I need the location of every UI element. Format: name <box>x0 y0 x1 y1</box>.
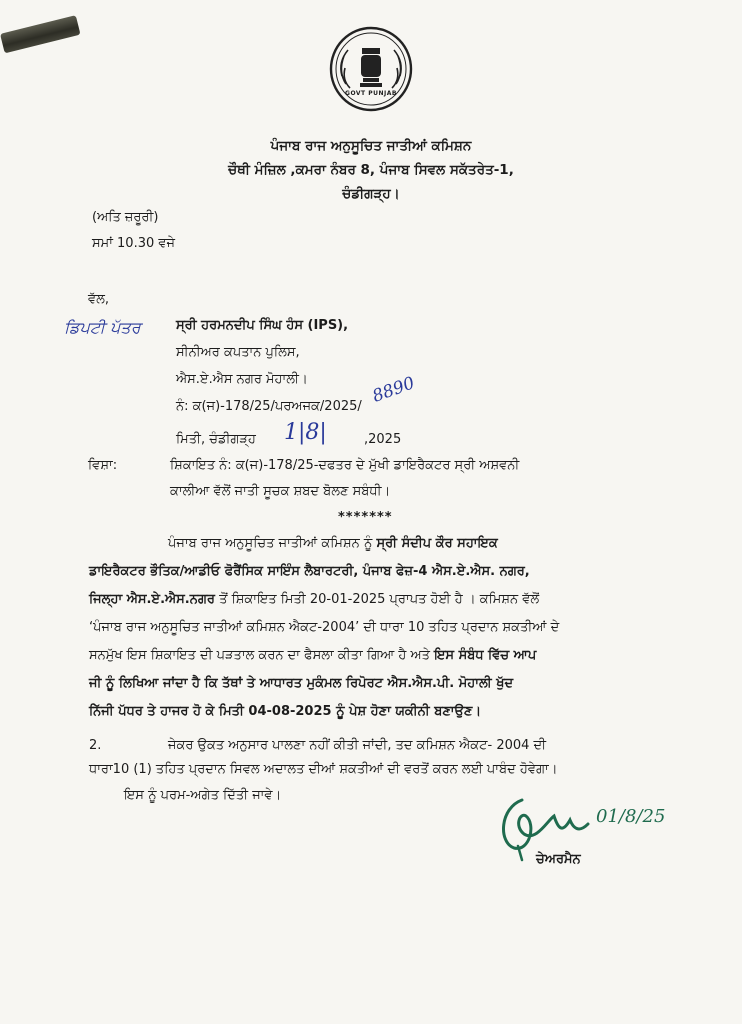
pen-on-paper <box>0 15 81 53</box>
header-address: ਚੌਥੀ ਮੰਜ਼ਿਲ ,ਕਮਰਾ ਨੰਬਰ 8, ਪੰਜਾਬ ਸਿਵਲ ਸਕੱਤਰੇਤ-1, <box>228 162 514 178</box>
recipient-name: ਸ੍ਰੀ ਹਰਮਨਦੀਪ ਸਿੰਘ ਹੰਸ (IPS), <box>176 318 349 333</box>
emblem-caption: GOVT PUNJAB <box>345 90 397 97</box>
priority-label: (ਅਤਿ ਜ਼ਰੂਰੀ) <box>92 210 159 225</box>
header-title: ਪੰਜਾਬ ਰਾਜ ਅਨੁਸੂਚਿਤ ਜਾਤੀਆਂ ਕਮਿਸ਼ਨ <box>270 138 472 154</box>
signature-title: ਚੇਅਰਮੈਨ <box>536 852 581 867</box>
body-p2-line-1: ਜੇਕਰ ਉਕਤ ਅਨੁਸਾਰ ਪਾਲਣਾ ਨਹੀਂ ਕੀਤੀ ਜਾਂਦੀ, ਤਦ ਕਮਿਸ਼ਨ ਐਕਟ- 2004 ਦੀ <box>168 738 547 753</box>
time-label: ਸਮਾਂ 10.30 ਵਜੇ <box>92 236 175 251</box>
body-p2-line-2: ਧਾਰਾ10 (1) ਤਹਿਤ ਪ੍ਰਦਾਨ ਸਿਵਲ ਅਦਾਲਤ ਦੀਆਂ ਸ਼ਕਤੀਆਂ ਦੀ ਵਰਤੋਂ ਕਰਨ ਲਈ ਪਾਬੰਦ ਹੋਵੇਗਾ। <box>89 762 558 777</box>
separator: ******* <box>338 510 393 525</box>
punjab-govt-emblem <box>328 26 414 112</box>
body-p1-line-3-text: ਤੋਂ ਸ਼ਿਕਾਇਤ ਮਿਤੀ 20-01-2025 ਪ੍ਰਾਪਤ ਹੋਈ ਹੈ । ਕਮਿਸ਼ਨ ਵੱਲੋਂ <box>214 592 540 607</box>
body-p1-line-1-bold: ਸ੍ਰੀ ਸੰਦੀਪ ਕੌਰ ਸਹਾਇਕ <box>376 536 498 551</box>
body-p2-number: 2. <box>89 738 102 753</box>
date-prefix: ਮਿਤੀ, ਚੰਡੀਗੜ੍ਹ <box>176 432 256 447</box>
header-city: ਚੰਡੀਗੜ੍ਹ। <box>342 186 400 202</box>
body-p1-line-1 <box>168 536 498 551</box>
body-p1-line-3 <box>89 592 609 607</box>
body-p1-line-5 <box>89 648 609 663</box>
reference-number: ਨੰ: ਕ(ਜ)-178/25/ਪਰਅਜਕ/2025/ <box>176 399 362 414</box>
body-p1-line-3-bold: ਜਿਲ੍ਹਾ ਐਸ.ਏ.ਐਸ.ਨਗਰ <box>89 592 215 607</box>
signature <box>496 790 666 880</box>
body-p3: ਇਸ ਨੂੰ ਪਰਮ-ਅਗੇਤ ਦਿੱਤੀ ਜਾਵੇ। <box>124 788 282 803</box>
subject-line-2: ਕਾਲੀਆ ਵੱਲੋਂ ਜਾਤੀ ਸੂਚਕ ਸ਼ਬਦ ਬੋਲਣ ਸਬੰਧੀ। <box>170 484 391 499</box>
body-p1-line-1-text: ਪੰਜਾਬ ਰਾਜ ਅਨੁਸੂਚਿਤ ਜਾਤੀਆਂ ਕਮਿਸ਼ਨ ਨੂੰ <box>168 536 377 551</box>
date-suffix: ,2025 <box>364 432 402 447</box>
body-p1-line-4: ‘ਪੰਜਾਬ ਰਾਜ ਅਨੁਸੂਚਿਤ ਜਾਤੀਆਂ ਕਮਿਸ਼ਨ ਐਕਟ-2004’ ਦੀ ਧਾਰਾ 10 ਤਹਿਤ ਪ੍ਰਦਾਨ ਸ਼ਕਤੀਆਂ ਦੇ <box>89 620 560 635</box>
handwritten-date: 1|8| <box>284 420 327 445</box>
recipient-address: ਐਸ.ਏ.ਐਸ ਨਗਰ ਮੋਹਾਲੀ। <box>176 372 308 387</box>
handwritten-dispatch-number: 8890 <box>369 373 418 407</box>
body-p1-line-5-bold: ਇਸ ਸੰਬੰਧ ਵਿੱਚ ਆਪ <box>434 648 537 663</box>
body-p1-line-7: ਨਿੱਜੀ ਪੱਧਰ ਤੇ ਹਾਜਰ ਹੋ ਕੇ ਮਿਤੀ 04-08-2025 ਨੂੰ ਪੇਸ਼ ਹੋਣਾ ਯਕੀਨੀ ਬਣਾਉਣ। <box>89 704 482 719</box>
subject-label: ਵਿਸ਼ਾ: <box>88 458 118 473</box>
recipient-designation: ਸੀਨੀਅਰ ਕਪਤਾਨ ਪੁਲਿਸ, <box>176 345 300 360</box>
body-p1-line-5-text: ਸਨਮੁੱਖ ਇਸ ਸ਼ਿਕਾਇਤ ਦੀ ਪੜਤਾਲ ਕਰਨ ਦਾ ਫੈਸਲਾ ਕੀਤਾ ਗਿਆ ਹੈ ਅਤੇ <box>89 648 435 663</box>
body-p1-line-6: ਜੀ ਨੂੰ ਲਿਖਿਆ ਜਾਂਦਾ ਹੈ ਕਿ ਤੱਥਾਂ ਤੇ ਆਧਾਰਤ ਮੁਕੰਮਲ ਰਿਪੋਰਟ ਐਸ.ਐਸ.ਪੀ. ਮੋਹਾਲੀ ਖੁੱਦ <box>89 676 514 691</box>
handwritten-margin-note: ਡਿਪਟੀ ਪੱਤਰ <box>64 318 141 337</box>
to-label: ਵੱਲ, <box>88 292 110 307</box>
body-p1-line-2: ਡਾਇਰੈਕਟਰ ਭੌਤਿਕ/ਆਡੀਓ ਫੋਰੈਂਸਿਕ ਸਾਇੰਸ ਲੈਬਾਰਟਰੀ, ਪੰਜਾਬ ਫੇਜ਼-4 ਐਸ.ਏ.ਐਸ. ਨਗਰ, <box>89 564 530 579</box>
signature-date: 01/8/25 <box>596 806 666 827</box>
subject-line-1: ਸ਼ਿਕਾਇਤ ਨੰ: ਕ(ਜ)-178/25-ਦਫਤਰ ਦੇ ਮੁੱਖੀ ਡਾਇਰੈਕਟਰ ਸ੍ਰੀ ਅਸ਼ਵਨੀ <box>170 458 520 473</box>
emblem-seal-icon <box>328 26 414 112</box>
